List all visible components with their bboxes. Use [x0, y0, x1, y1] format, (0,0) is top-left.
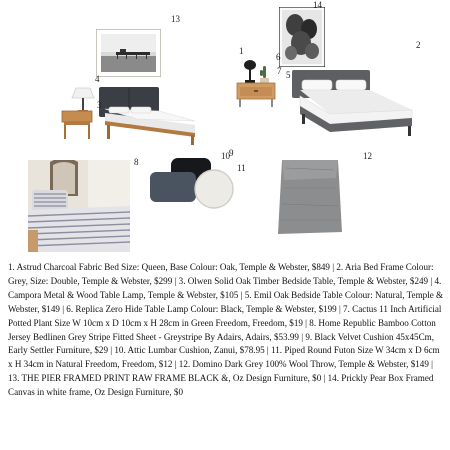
- label-4: 4: [95, 74, 100, 84]
- emil-bedside-table-image: [236, 82, 276, 108]
- aria-grey-bed-frame-image: [290, 68, 416, 140]
- label-12: 12: [363, 151, 372, 161]
- label-3: 3: [97, 100, 102, 110]
- label-11: 11: [237, 163, 246, 173]
- label-2: 2: [416, 40, 421, 50]
- striped-bedlinen-image: [28, 160, 130, 252]
- label-9: 9: [229, 148, 234, 158]
- zero-hide-table-lamp-image: [243, 58, 257, 84]
- label-10: 10: [221, 151, 230, 161]
- olwen-bedside-table-image: [61, 110, 93, 140]
- round-futon-image: [193, 168, 235, 210]
- pier-framed-print-image: [96, 29, 161, 77]
- prickly-pear-canvas-image: [279, 7, 325, 67]
- astrud-charcoal-bed-image: [97, 85, 197, 147]
- label-1: 1: [239, 46, 244, 56]
- label-13: 13: [171, 14, 180, 24]
- attic-lumbar-cushion-image: [148, 170, 198, 204]
- wool-throw-image: [276, 158, 344, 236]
- label-14: 14: [313, 0, 322, 10]
- product-list-caption: 1. Astrud Charcoal Fabric Bed Size: Queen, Base Colour: Oak, Temple & Webster, $849 | 2. Aria Bed Frame Colour: Grey, Size: Double, Temple & Webster, $299 | 3. Olwen Solid Oak Timber Bedside Table, Temple & Webster, $249 | 4. Campora Metal & Wood Table Lamp, Temple & Webster, $105 | 5. Emil Oak Bedside Table Colour: Natural, Temple & Webster, $149 | 6. Replica Zero Hide Table Lamp Colour: Black, Temple & Webster, $199 | 7. Cactus 11 Inch Artificial Potted Plant Size W 10cm x D 10cm x H 28cm in Green Freedom, Freedom, $19 | 8. Home Republic Bamboo Cotton Jersey Bedlinen Grey Stripe Fitted Sheet - Greystripe By Adairs, Adairs, $53.99 | 9. Black Velvet Cushion 45x45Cm, Early Settler Furniture, $29 | 10. Attic Lumbar Cushion, Zanui, $78.95 | 11. Piped Round Futon Size W 34cm x D 6cm x H 34cm in Natural Freedom, Freedom, $12 | 12. Domino Dark Grey 100% Wool Throw, Temple & Webster, $149 | 13. THE PIER FRAMED PRINT RAW FRAME BLACK &, Oz Design Furniture, $0 | 14. Prickly Pear Box Framed Canvas in white frame, Oz Design Furniture, $0: [8, 262, 444, 398]
- label-7: 7: [277, 66, 282, 76]
- label-5: 5: [286, 70, 291, 80]
- label-8: 8: [134, 157, 139, 167]
- label-6: 6: [276, 52, 281, 62]
